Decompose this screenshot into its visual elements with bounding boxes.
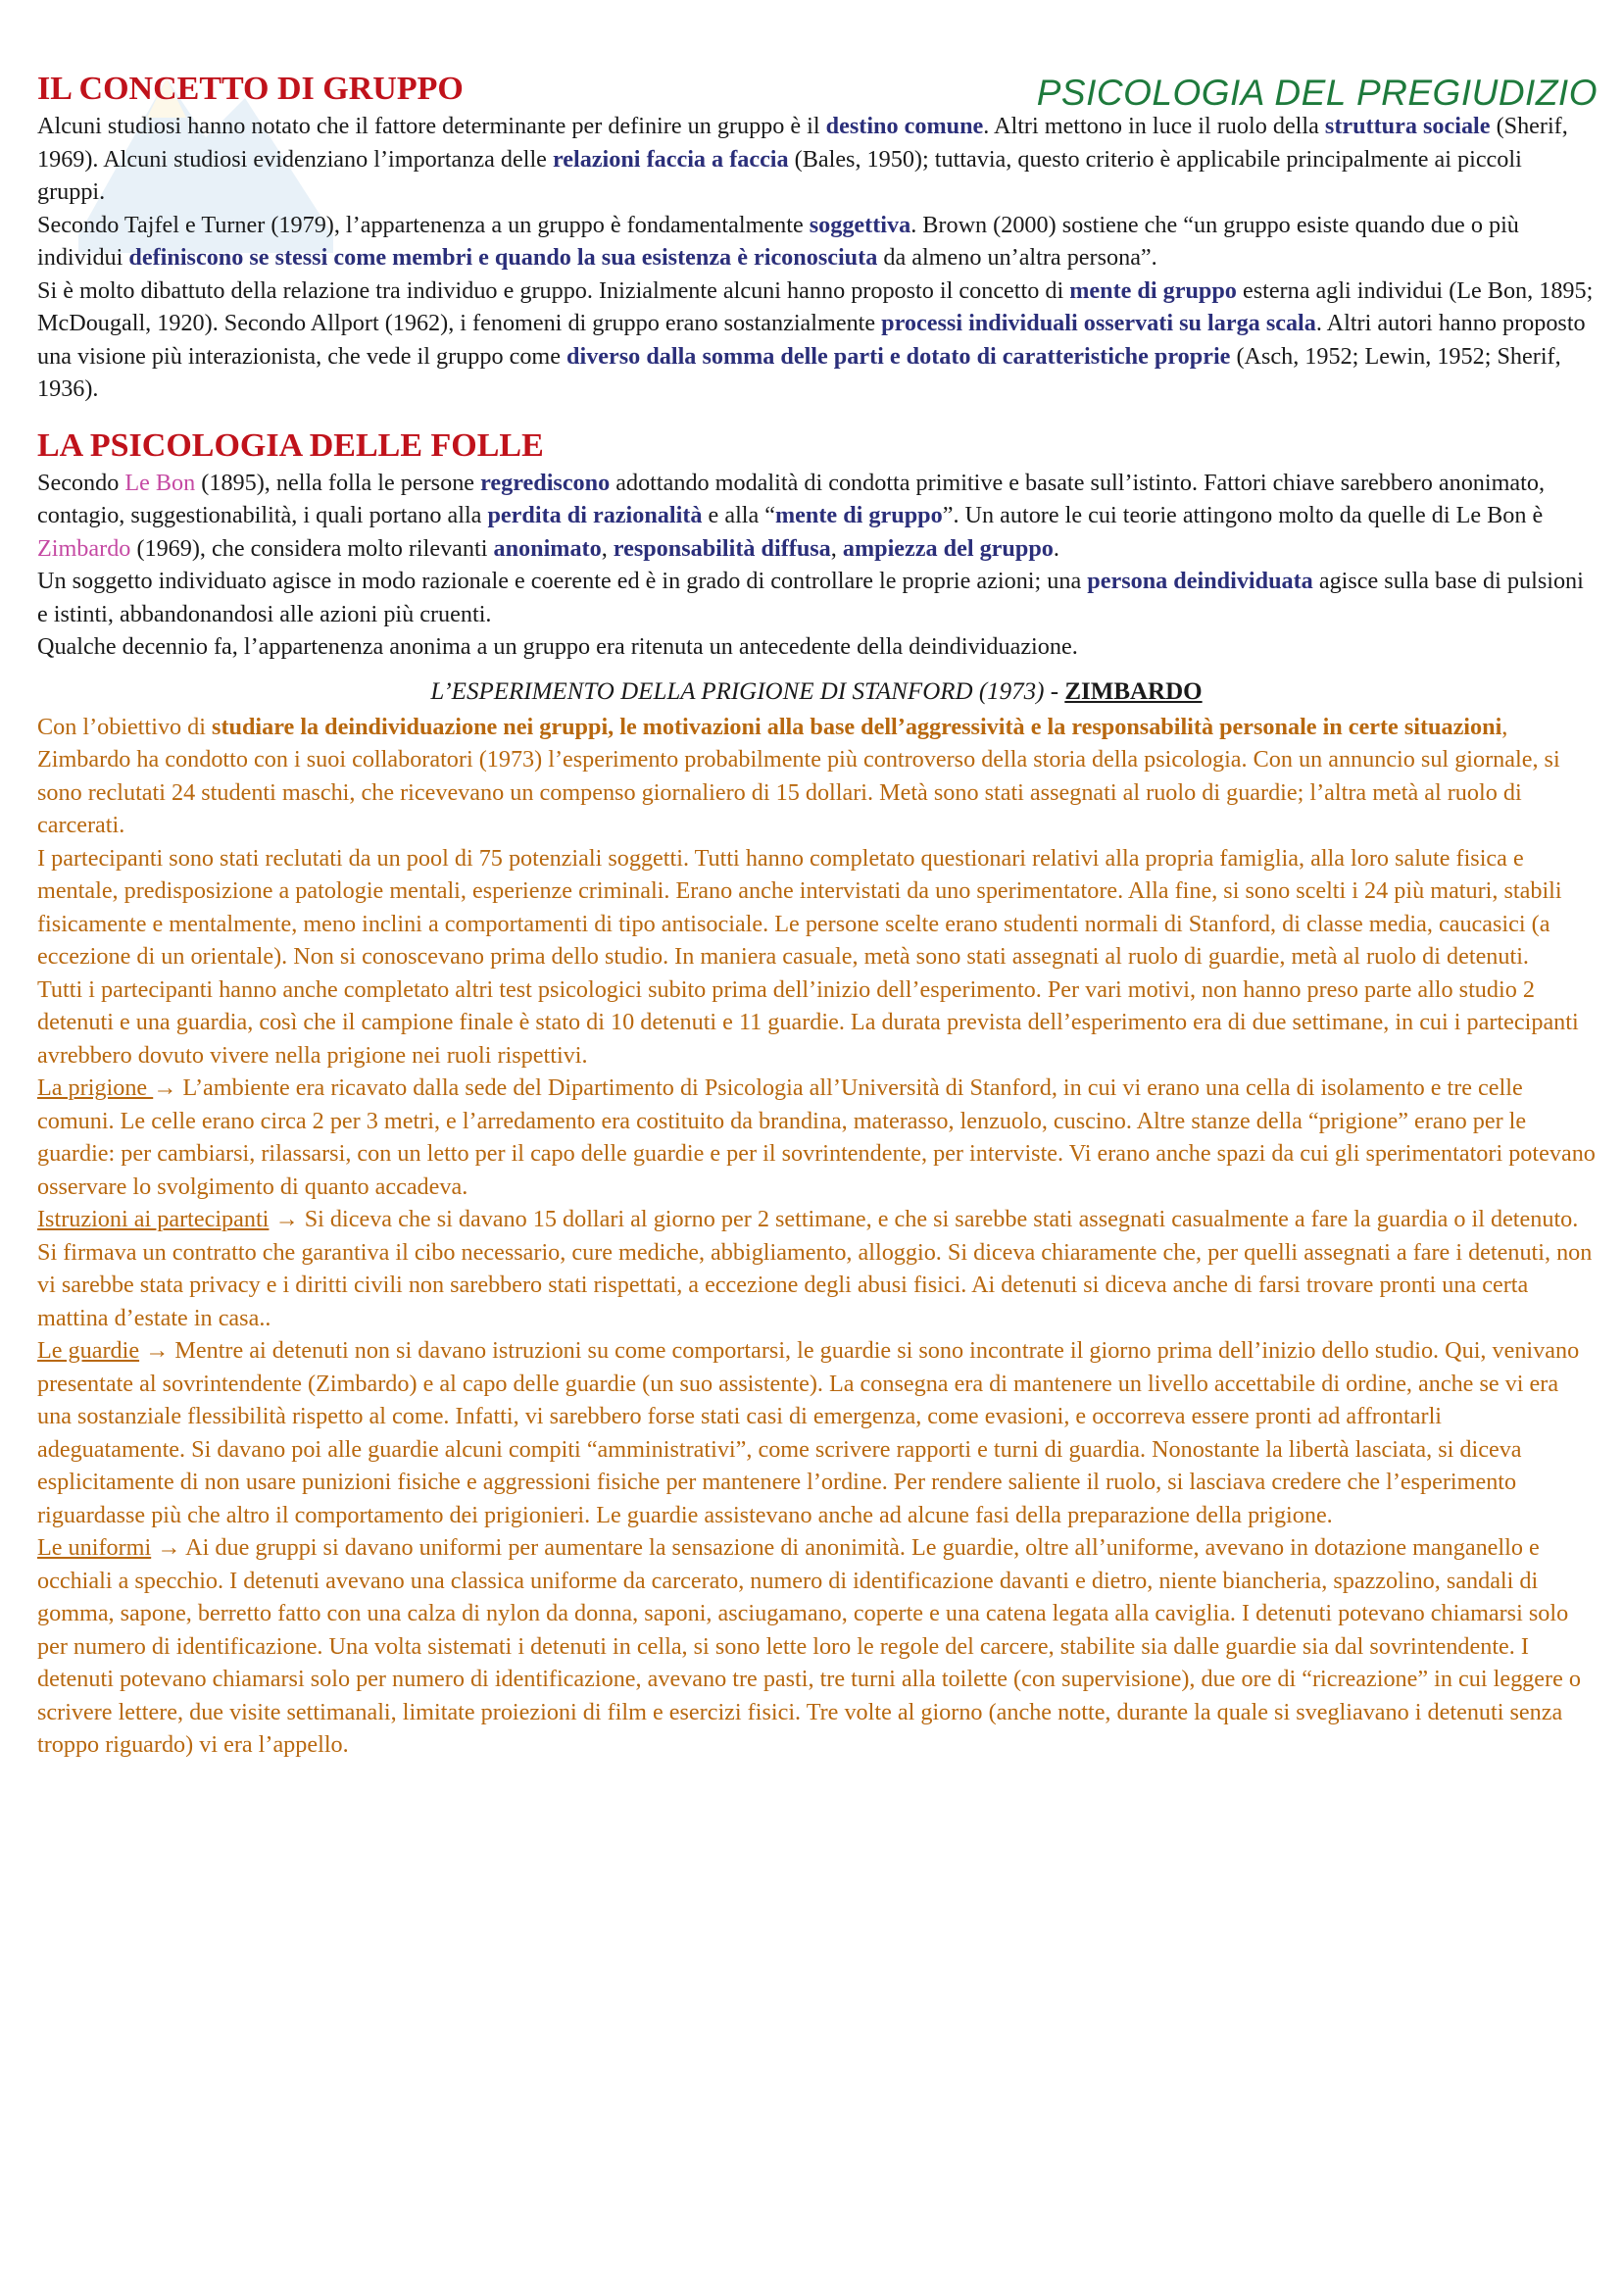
experiment-body [37,711,1596,1762]
paragraph: Un soggetto individuato agisce in modo razionale e coerente ed è in grado di controllare le proprie azioni; una persona deindividuata agisce sulla base di pulsioni e istinti, abbandonandosi alle azioni più cruenti. [37,568,1584,627]
section-heading-psicologia-folle: LA PSICOLOGIA DELLE FOLLE [37,426,544,464]
paragraph: Secondo Tajfel e Turner (1979), l’appartenenza a un gruppo è fondamentalmente soggettiva. Brown (2000) sostiene che “un gruppo esiste quando due o più individui definiscono se stessi come membri e quando la sua esistenza è riconosciuta da almeno un’altra persona”. [37,211,1519,271]
experiment-title: L’ESPERIMENTO DELLA PRIGIONE DI STANFORD (1973) - ZIMBARDO [430,677,1203,705]
paragraph: Secondo Le Bon (1895), nella folla le persone regrediscono adottando modalità di condotta primitive e basate sull’istinto. Fattori chiave sarebbero anonimato, contagio, suggestionabilità, i quali portano alla perdita di razionalità e alla “mente di gruppo”. Un autore le cui teorie attingono molto da quelle di Le Bon è Zimbardo (1969), che considera molto rilevanti anonimato, responsabilità diffusa, ampiezza del gruppo. [37,469,1546,562]
paragraph: Istruzioni ai partecipanti → Si diceva che si davano 15 dollari al giorno per 2 settimane, e che si sarebbe stati assegnati casualmente a fare la guardia o il detenuto. Si firmava un contratto che garantiva il cibo necessario, cure mediche, abbigliamento, alloggio. Si diceva chiaramente che, per quelli assegnati a fare i detenuti, non vi sarebbe stata privacy e i diritti civili non sarebbero stati rispettati, a eccezione degli abusi fisici. Ai detenuti si diceva anche di farsi trovare pronti una certa mattina d’estate in casa.. [37,1206,1593,1331]
paragraph: Qualche decennio fa, l’appartenenza anonima a un gruppo era ritenuta un antecedente della deindividuazione. [37,633,1078,660]
section-heading-concetto-gruppo: IL CONCETTO DI GRUPPO [37,71,464,107]
paragraph: Le guardie → Mentre ai detenuti non si davano istruzioni su come comportarsi, le guardie si sono incontrate il giorno prima dell’inizio dello studio. Qui, venivano presentate al sovrintendente (Zimbardo) e al capo delle guardie (un suo assistente). La consegna era di mantenere un livello accettabile di ordine, anche se vi era una sostanziale flessibilità rispetto al come. Infatti, vi sarebbero forse stati casi di emergenza, come evasioni, e occorreva essere pronti ad affrontarli adeguatamente. Si davano poi alle guardie alcuni compiti “amministrativi”, come scrivere rapporti e turni di guardia. Nonostante la libertà lasciata, si diceva esplicitamente di non usare punizioni fisiche e aggressioni fisiche per mantenere l’ordine. Per rendere saliente il ruolo, si lasciava credere che l’esperimento riguardasse più che altro il comportamento dei prigionieri. Le guardie assistevano anche ad alcune fasi della preparazione della prigione. [37,1337,1580,1528]
paragraph: I partecipanti sono stati reclutati da un pool di 75 potenziali soggetti. Tutti hanno completato questionari relativi alla propria famiglia, alla loro salute fisica e mentale, predisposizione a patologie mentali, esperienze criminali. Erano anche intervistati da uno sperimentatore. Alla fine, si sono scelti i 24 più maturi, stabili fisicamente e mentalmente, meno inclini a comportamenti di tipo antisociale. Le persone scelte erano studenti normali di Stanford, di classe media, caucasici (a eccezione di un orientale). Non si conoscevano prima dello studio. In maniera casuale, metà sono stati assegnati al ruolo di guardie, metà al ruolo di detenuti. [37,844,1562,970]
paragraph: Alcuni studiosi hanno notato che il fattore determinante per definire un gruppo è il destino comune. Altri mettono in luce il ruolo della struttura sociale (Sherif, 1969). Alcuni studiosi evidenziano l’importanza delle relazioni faccia a faccia (Bales, 1950); tuttavia, questo criterio è applicabile principalmente ai piccoli gruppi. [37,113,1568,205]
paragraph: Si è molto dibattuto della relazione tra individuo e gruppo. Inizialmente alcuni hanno proposto il concetto di mente di gruppo esterna agli individui (Le Bon, 1895; McDougall, 1920). Secondo Allport (1962), i fenomeni di gruppo erano sostanzialmente processi individuali osservati su larga scala. Altri autori hanno proposto una visione più interazionista, che vede il gruppo come diverso dalla somma delle parti e dotato di caratteristiche proprie (Asch, 1952; Lewin, 1952; Sherif, 1936). [37,276,1594,402]
document-header-title: PSICOLOGIA DEL PREGIUDIZIO [1036,73,1598,113]
paragraph: La prigione → L’ambiente era ricavato dalla sede del Dipartimento di Psicologia all’Università di Stanford, in cui vi erano una cella di isolamento e tre celle comuni. Le celle erano circa 2 per 3 metri, e l’arredamento era costituito da brandina, materasso, lenzuolo, cuscino. Altre stanze della “prigione” erano per le guardie: per cambiarsi, rilassarsi, con un letto per il capo delle guardie e per il sovrintendente, per interviste. Vi erano anche spazi da cui gli sperimentatori potevano osservare lo svolgimento di quanto accadeva. [37,1074,1596,1200]
paragraph: Con l’obiettivo di studiare la deindividuazione nei gruppi, le motivazioni alla base dell’aggressività e la responsabilità personale in certe situazioni, Zimbardo ha condotto con i suoi collaboratori (1973) l’esperimento probabilmente più controverso della storia della psicologia. Con un annuncio sul giornale, si sono reclutati 24 studenti maschi, che ricevevano un compenso giornaliero di 15 dollari. Metà sono stati assegnati al ruolo di guardie; l’altra metà al ruolo di carcerati. [37,713,1560,838]
paragraph: Le uniformi → Ai due gruppi si davano uniformi per aumentare la sensazione di anonimità. Le guardie, oltre all’uniforme, avevano in dotazione manganello e occhiali a specchio. I detenuti avevano una classica uniforme da carcerato, numero di identificazione davanti e dietro, niente biancheria, spazzolino, sandali di gomma, sapone, berretto fatto con una calza di nylon da donna, saponi, asciugamano, coperte e una catena legata alla caviglia. I detenuti potevano chiamarsi solo per numero di identificazione. Una volta sistemati i detenuti in cella, si sono lette loro le regole del carcere, stabilite sia dalle guardie sia dal sovrintendente. I detenuti potevano chiamarsi solo per numero di identificazione, avevano tre pasti, tre turni alla toilette (con supervisione), due ore di “ricreazione” in cui leggere o scrivere lettere, due visite settimanali, limitate proiezioni di film e esercizi fisici. Tre volte al giorno (anche notte, durante la quale si svegliavano i detenuti senza troppo riguardo) vi era l’appello. [37,1534,1581,1758]
page-content [37,69,1596,1762]
paragraph: Tutti i partecipanti hanno anche completato altri test psicologici subito prima dell’inizio dell’esperimento. Per vari motivi, non hanno preso parte allo studio 2 detenuti e una guardia, così che il campione finale è stato di 10 detenuti e 11 guardie. La durata prevista dell’esperimento era di due settimane, in cui i partecipanti avrebbero dovuto vivere nella prigione nei ruoli rispettivi. [37,975,1579,1069]
